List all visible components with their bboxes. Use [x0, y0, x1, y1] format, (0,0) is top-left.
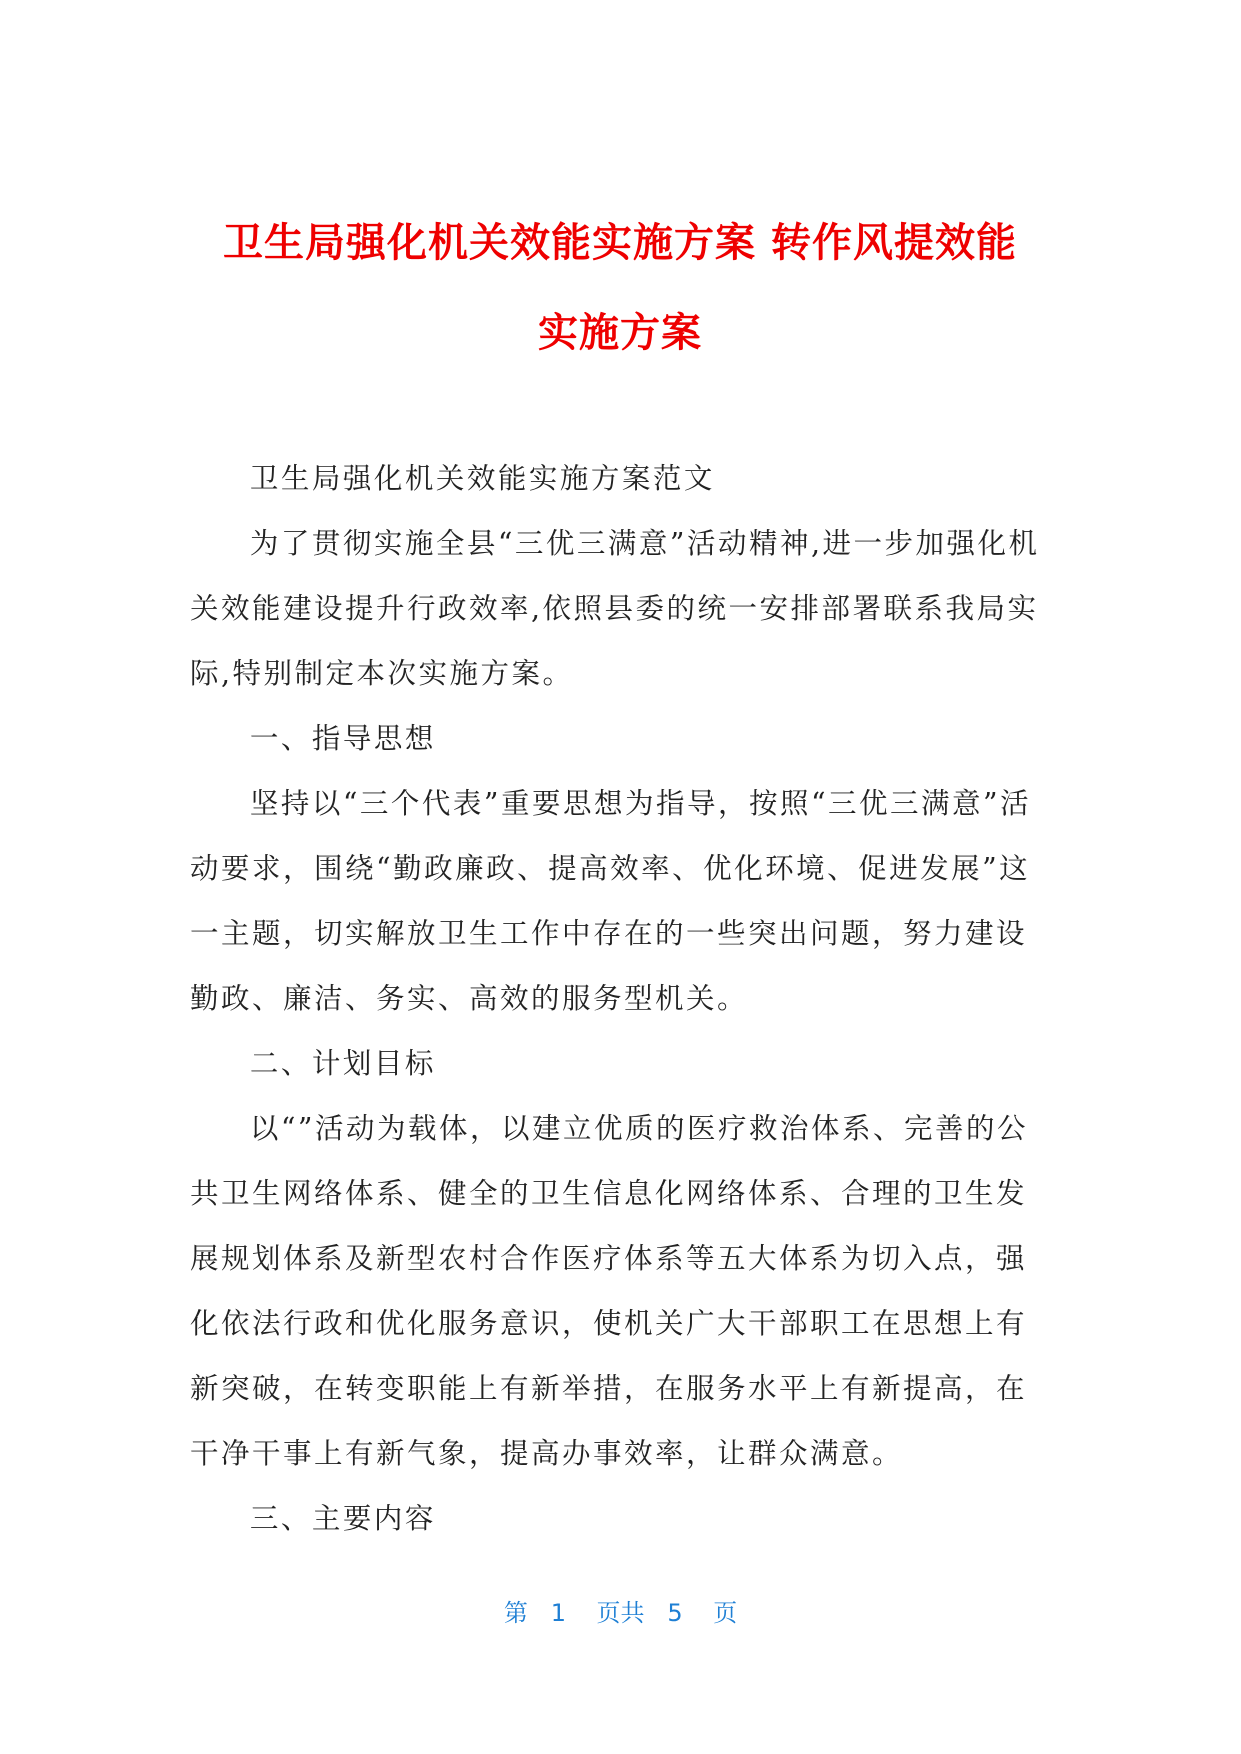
intro-paragraph: 为了贯彻实施全县“三优三满意”活动精神,进一步加强化机关效能建设提升行政效率,依照县委的统一安排部署联系我局实际,特别制定本次实施方案。 [190, 527, 1040, 690]
subtitle-paragraph: 卫生局强化机关效能实施方案范文 [249, 462, 715, 495]
footer-total-pages: 5 [667, 1599, 683, 1627]
title-line-2: 实施方案 [538, 310, 702, 356]
section-heading-guiding-ideology: 一、指导思想 [249, 722, 436, 755]
footer-middle: 页共 [596, 1599, 645, 1627]
title-line-1: 卫生局强化机关效能实施方案 转作风提效能 [223, 220, 1017, 266]
section-heading-plan-goals: 二、计划目标 [249, 1047, 436, 1080]
page-footer [0, 1598, 1241, 1628]
plan-goals-paragraph: 以“”活动为载体，以建立优质的医疗救治体系、完善的公共卫生网络体系、健全的卫生信息化网络体系、合理的卫生发展规划体系及新型农村合作医疗体系等五大体系为切入点，强化依法行政和优化服务意识，使机关广大干部职工在思想上有新突破，在转变职能上有新举措，在服务水平上有新提高，在干净干事上有新气象，提高办事效率，让群众满意。 [190, 1112, 1028, 1470]
document-body [190, 446, 1050, 1551]
footer-suffix: 页 [713, 1599, 738, 1627]
guiding-ideology-paragraph: 坚持以“三个代表”重要思想为指导，按照“三优三满意”活动要求，围绕“勤政廉政、提高效率、优化环境、促进发展”这一主题，切实解放卫生工作中存在的一些突出问题，努力建设勤政、廉洁、务实、高效的服务型机关。 [190, 787, 1032, 1015]
document-title [180, 198, 1060, 378]
section-heading-main-content: 三、主要内容 [249, 1502, 436, 1535]
footer-prefix: 第 [503, 1599, 528, 1627]
footer-current-page: 1 [550, 1599, 566, 1627]
